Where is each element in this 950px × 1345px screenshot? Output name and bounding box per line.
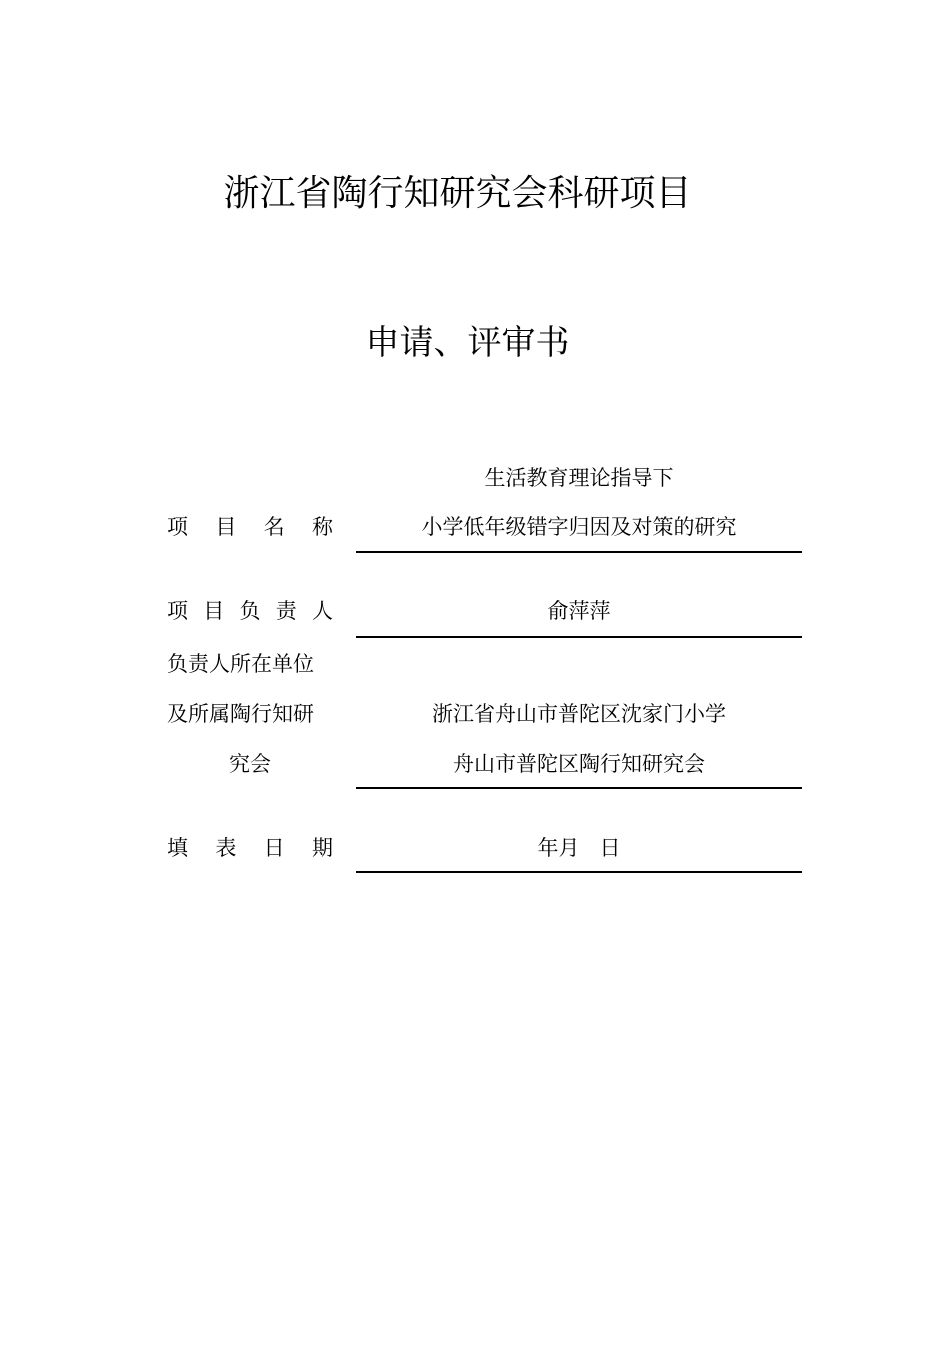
project-leader-label <box>167 597 333 625</box>
project-leader-underline <box>356 636 802 638</box>
unit-underline <box>356 787 802 789</box>
project-leader-label-char: 责 <box>275 599 297 623</box>
project-name-value-line1: 生活教育理论指导下 <box>484 466 674 490</box>
document-title: 浙江省陶行知研究会科研项目 <box>223 173 692 214</box>
project-leader-label-char: 目 <box>203 599 225 623</box>
unit-label-line3: 究会 <box>229 752 271 776</box>
project-name-label <box>167 513 333 541</box>
fill-date-label <box>167 834 333 862</box>
fill-date-value: 年月 日 <box>537 836 621 860</box>
document-subtitle: 申请、评审书 <box>365 323 570 363</box>
unit-label-line1: 负责人所在单位 <box>167 652 314 676</box>
fill-date-label-char: 期 <box>311 836 333 860</box>
project-leader-value: 俞萍萍 <box>547 599 611 623</box>
project-name-label-char: 名 <box>263 515 285 539</box>
fill-date-label-char: 日 <box>263 836 285 860</box>
fill-date-label-char: 表 <box>215 836 237 860</box>
fill-date-underline <box>356 871 802 873</box>
fill-date-label-char: 填 <box>167 836 188 860</box>
unit-value-line1: 浙江省舟山市普陀区沈家门小学 <box>432 702 726 726</box>
project-name-underline <box>356 551 802 553</box>
project-name-label-char: 称 <box>311 515 333 539</box>
project-leader-label-char: 人 <box>312 599 333 623</box>
project-leader-label-char: 负 <box>239 599 261 623</box>
project-name-label-char: 项 <box>167 515 188 539</box>
project-leader-label-char: 项 <box>167 599 188 623</box>
project-name-label-char: 目 <box>215 515 237 539</box>
unit-label-line2: 及所属陶行知研 <box>167 702 314 726</box>
unit-value-line2: 舟山市普陀区陶行知研究会 <box>453 752 705 776</box>
project-name-value-line2: 小学低年级错字归因及对策的研究 <box>421 515 737 539</box>
